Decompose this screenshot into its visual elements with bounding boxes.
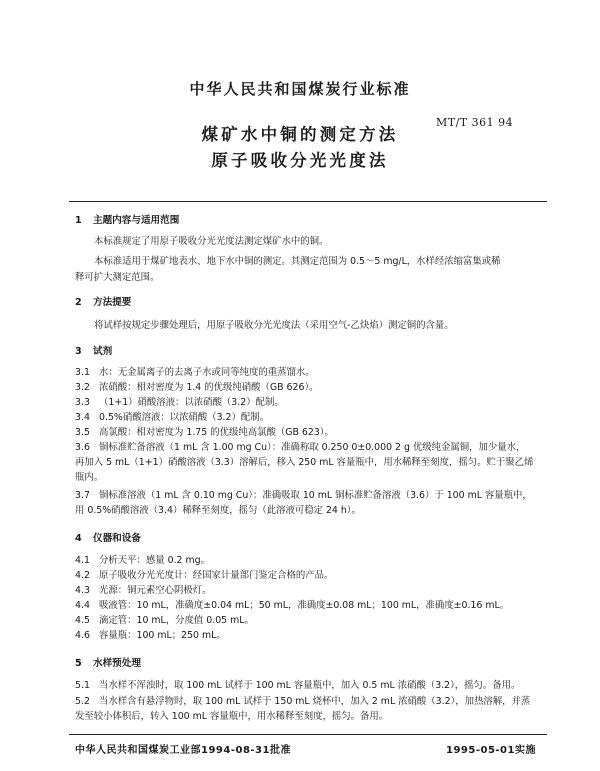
section-title: 方法提要	[93, 297, 132, 308]
item-number: 4.4	[75, 600, 90, 611]
top-rule	[69, 201, 547, 202]
list-item	[75, 365, 543, 380]
item-number: 3.4	[75, 412, 90, 423]
item-text: 铜标准溶液（1 mL 含 0.10 mg Cu）：准确吸取 10 mL 铜标准贮备溶液（3.6）于 100 mL 容量瓶中，	[99, 490, 532, 501]
item-text: 滴定管：10 mL，分度值 0.05 mL。	[99, 615, 254, 626]
item-number: 4.2	[75, 570, 90, 581]
list-item	[75, 583, 543, 598]
item-continuation: 瓶内。	[75, 472, 104, 483]
list-item	[75, 678, 543, 693]
list-item	[75, 613, 543, 628]
section-number: 5	[75, 658, 82, 669]
item-text: 0.5%硝酸溶液：以浓硝酸（3.2）配制。	[99, 412, 269, 423]
section-title: 试剂	[93, 346, 113, 357]
item-number: 3.6	[75, 442, 90, 453]
section-number: 4	[75, 533, 82, 544]
list-item	[75, 440, 543, 455]
item-text: 容量瓶：100 mL；250 mL。	[99, 630, 226, 641]
section-title: 仪器和设备	[93, 533, 141, 544]
section-title: 水样预处理	[93, 658, 141, 669]
item-text: 光源：铜元素空心阴极灯。	[99, 585, 212, 596]
section-1-paragraph-1: 本标准规定了用原子吸收分光光度法测定煤矿水中的铜。	[94, 236, 329, 247]
item-text: 原子吸收分光光度计：经国家计量部门鉴定合格的产品。	[99, 570, 334, 581]
item-number: 3.2	[75, 382, 90, 393]
item-number: 3.7	[75, 490, 90, 501]
item-text: 分析天平：感量 0.2 mg。	[99, 555, 210, 566]
section-4-heading	[75, 530, 141, 544]
document-title	[0, 122, 600, 174]
item-continuation: 发至较小体积后，转入 100 mL 容量瓶中，用水稀释至刻度，摇匀。备用。	[75, 711, 389, 722]
item-number: 5.2	[75, 696, 90, 707]
item-continuation: 再加入 5 mL（1+1）硝酸溶液（3.3）溶解后，移入 250 mL 容量瓶中，用水稀释至刻度，摇匀。贮于聚乙烯	[75, 457, 534, 468]
list-item	[75, 488, 543, 503]
item-number: 5.1	[75, 680, 90, 691]
list-item	[75, 694, 543, 709]
section-number: 1	[75, 215, 82, 226]
section-title: 主题内容与适用范围	[93, 215, 180, 226]
item-number: 4.3	[75, 585, 90, 596]
item-text: 铜标准贮备溶液（1 mL 含 1.00 mg Cu）：准确称取 0.250 0±0.000 2 g 优级纯金属铜，加少量水，	[99, 442, 526, 453]
item-text: 水：无金属离子的去离子水或同等纯度的重蒸馏水。	[99, 367, 315, 378]
effective-date: 1995-05-01实施	[446, 745, 536, 756]
list-item	[75, 410, 543, 425]
item-text: （1+1）硝酸溶液：以浓硝酸（3.2）配制。	[99, 397, 284, 408]
section-1-heading	[75, 212, 179, 226]
list-item	[75, 395, 543, 410]
list-item	[75, 568, 543, 583]
item-number: 4.1	[75, 555, 90, 566]
section-number: 2	[75, 297, 82, 308]
item-number: 3.5	[75, 427, 90, 438]
item-number: 4.5	[75, 615, 90, 626]
list-item	[75, 628, 543, 643]
list-item	[75, 425, 543, 440]
section-5-heading	[75, 655, 141, 669]
item-number: 4.6	[75, 630, 90, 641]
item-text: 高氯酸：相对密度为 1.75 的优级纯高氯酸（GB 623）。	[99, 427, 334, 438]
section-1-paragraph-2b: 释可扩大测定范围。	[75, 272, 160, 283]
issuing-authority: 中华人民共和国煤炭行业标准	[189, 80, 411, 98]
item-text: 当水样不浑浊时，取 100 mL 试样于 100 mL 容量瓶中，加入 0.5 mL 浓硝酸（3.2），摇匀。备用。	[99, 680, 521, 691]
list-item	[75, 380, 543, 395]
standard-code: MT/T 361 94	[436, 116, 514, 129]
section-number: 3	[75, 346, 82, 357]
item-number: 3.1	[75, 367, 90, 378]
section-2-heading	[75, 294, 131, 308]
section-3-heading	[75, 343, 112, 357]
section-2-paragraph-1: 将试样按规定步骤处理后，用原子吸收分光光度法（采用空气-乙炔焰）测定铜的含量。	[94, 320, 454, 331]
item-text: 浓硝酸：相对密度为 1.4 的优级纯硝酸（GB 626）。	[99, 382, 319, 393]
title-line-2: 原子吸收分光光度法	[211, 151, 389, 170]
item-text: 当水样含有悬浮物时，取 100 mL 试样于 150 mL 烧杯中，加入 2 mL 浓硝酸（3.2），加热溶解，并蒸	[99, 696, 531, 707]
section-1-paragraph-2a: 本标准适用于煤矿地表水、地下水中铜的测定。其测定范围为 0.5～5 mg/L，水样经浓缩富集或稀	[94, 256, 501, 267]
item-number: 3.3	[75, 397, 90, 408]
approval-line: 中华人民共和国煤炭工业部1994-08-31批准	[75, 745, 291, 756]
item-continuation: 用 0.5%硝酸溶液（3.4）稀释至刻度，摇匀（此溶液可稳定 24 h）。	[75, 505, 361, 516]
title-line-1: 煤矿水中铜的测定方法	[201, 125, 399, 144]
list-item	[75, 598, 543, 613]
item-text: 吸液管：10 mL，准确度±0.04 mL；50 mL，准确度±0.08 mL；100 mL，准确度±0.16 mL。	[99, 600, 510, 611]
bottom-rule	[69, 734, 547, 735]
list-item	[75, 553, 543, 568]
